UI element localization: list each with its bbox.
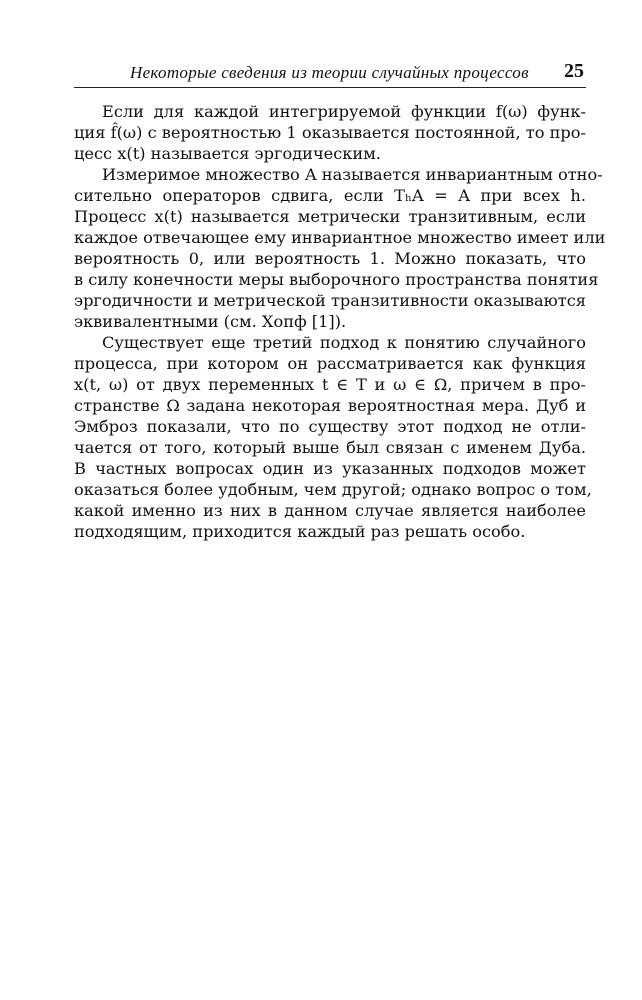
text-line: ция f̂(ω) с вероятностью 1 оказывается постоянной, то про- [74,123,586,142]
text-line: Если для каждой интегрируемой функции f(ω) функ- [102,102,586,121]
text-line: чается от того, который выше был связан с именем Дуба. [74,438,586,457]
text-line: какой именно из них в данном случае является наиболее [74,501,586,520]
text-line: в силу конечности меры выборочного пространства понятия [74,270,599,289]
header-rule [74,87,586,88]
running-head [74,60,586,86]
text-line: эргодичности и метрической транзитивности оказываются [74,291,587,310]
text-line: Процесс x(t) называется метрически транзитивным, если [74,207,586,226]
text-line: эквивалентными (см. Хопф [1]). [74,312,347,331]
text-line: странстве Ω задана некоторая вероятностная мера. Дуб и [74,396,586,415]
text-line: Измеримое множество A называется инвариантным отно- [102,165,603,184]
text-line: вероятность 0, или вероятность 1. Можно показать, что [74,249,586,268]
text-line: процесса, при котором он рассматривается как функция [74,354,586,373]
text-line: каждое отвечающее ему инвариантное множество имеет или [74,228,606,247]
page-number: 25 [564,60,584,82]
text-line: оказаться более удобным, чем другой; однако вопрос о том, [74,480,592,499]
text-line: Эмброз показали, что по существу этот подход не отли- [74,417,586,436]
text-line: цесс x(t) называется эргодическим. [74,144,381,163]
text-line: сительно операторов сдвига, если TₕA = A при всех h. [74,186,586,205]
text-line: В частных вопросах один из указанных подходов может [74,459,586,478]
running-head-title: Некоторые сведения из теории случайных процессов [130,63,529,82]
body-text [74,101,606,542]
text-line: x(t, ω) от двух переменных t ∈ T и ω ∈ Ω, причем в про- [74,375,586,394]
text-line: подходящим, приходится каждый раз решать особо. [74,522,526,541]
text-line: Существует еще третий подход к понятию случайного [102,333,586,352]
